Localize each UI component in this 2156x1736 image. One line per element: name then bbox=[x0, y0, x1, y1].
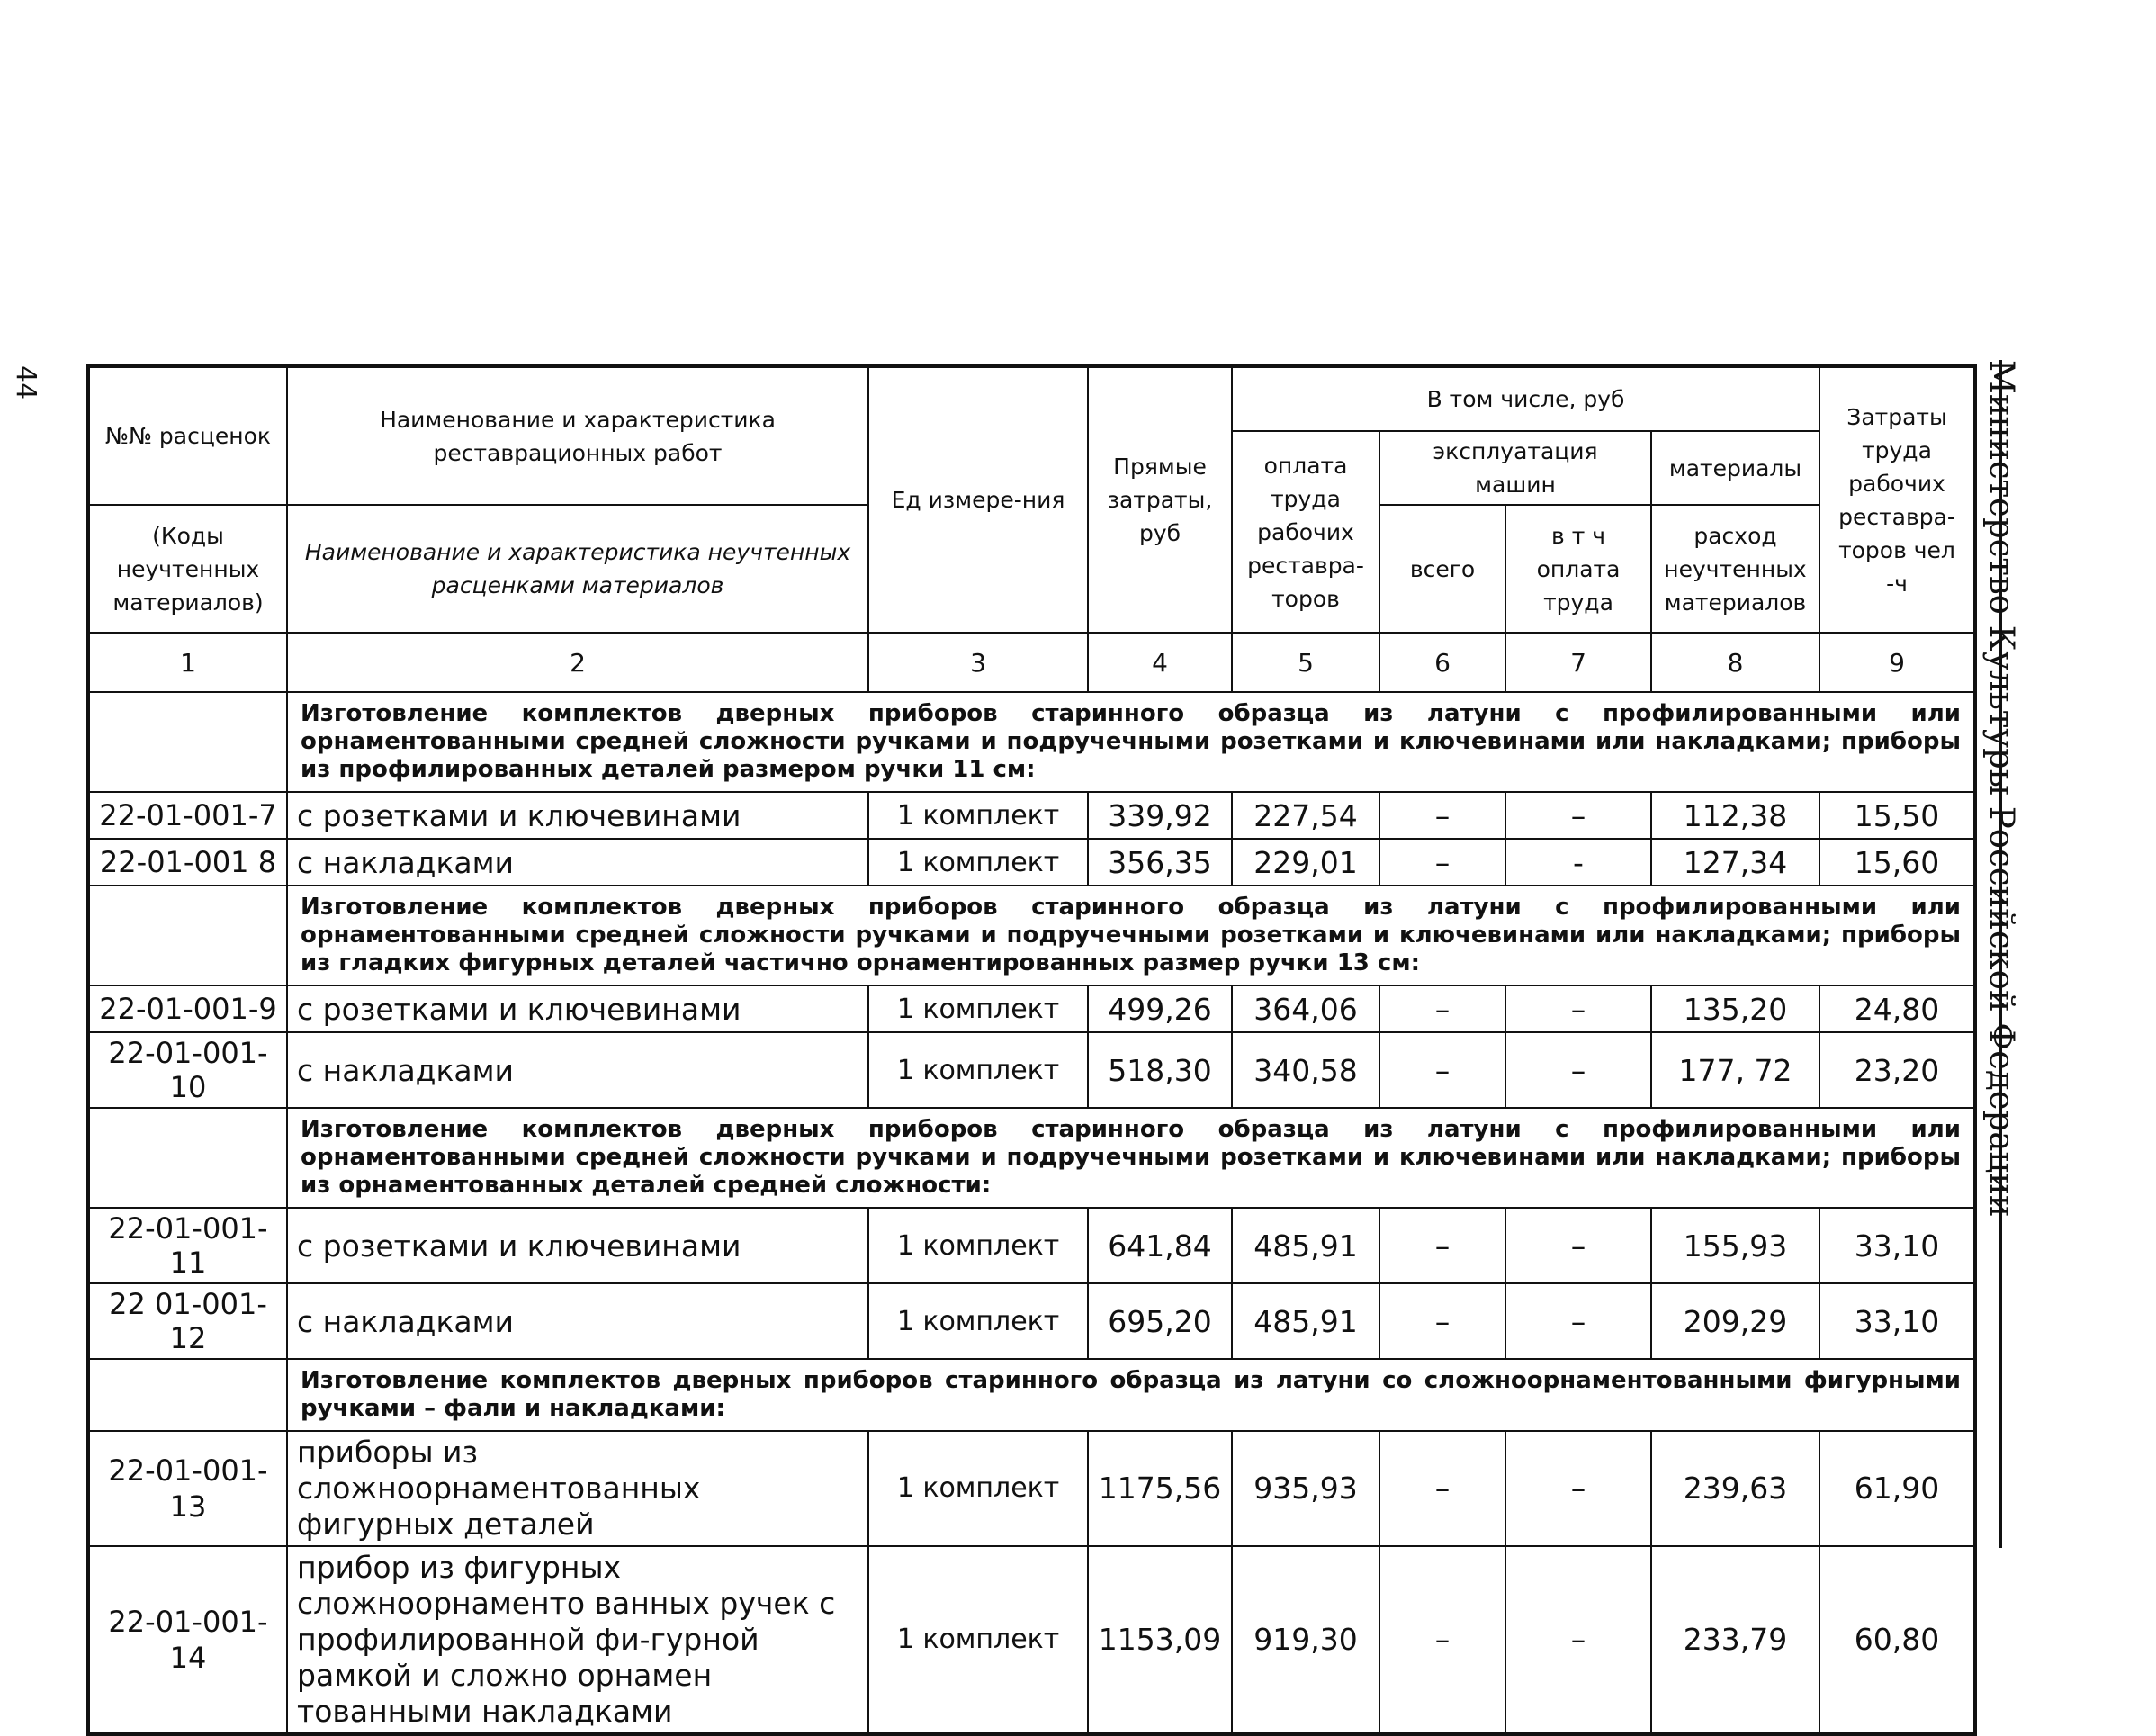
machines-labor: – bbox=[1505, 792, 1651, 839]
machines-total: – bbox=[1379, 1431, 1505, 1546]
column-number: 4 bbox=[1088, 633, 1232, 692]
price-code: 22-01-001-10 bbox=[88, 1032, 287, 1108]
header-materials: материалы bbox=[1651, 431, 1819, 505]
labor-hours: 33,10 bbox=[1819, 1208, 1975, 1283]
materials-cost: 112,38 bbox=[1651, 792, 1819, 839]
price-code: 22-01-001-11 bbox=[88, 1208, 287, 1283]
materials-cost: 155,93 bbox=[1651, 1208, 1819, 1283]
column-number: 3 bbox=[868, 633, 1088, 692]
machines-labor: – bbox=[1505, 1546, 1651, 1734]
group-title-row bbox=[88, 1359, 1975, 1431]
side-caption-text: Министерство Культуры Российской Федерации bbox=[1982, 360, 2021, 1218]
unit: 1 комплект bbox=[868, 985, 1088, 1032]
materials-cost: 233,79 bbox=[1651, 1546, 1819, 1734]
table-row bbox=[88, 985, 1975, 1032]
labor-hours: 61,90 bbox=[1819, 1431, 1975, 1546]
column-number: 9 bbox=[1819, 633, 1975, 692]
machines-labor: – bbox=[1505, 1208, 1651, 1283]
table-row bbox=[88, 1283, 1975, 1359]
direct-costs: 1175,56 bbox=[1088, 1431, 1232, 1546]
unit: 1 комплект bbox=[868, 1546, 1088, 1734]
machines-total: – bbox=[1379, 1283, 1505, 1359]
labor-pay: 364,06 bbox=[1232, 985, 1379, 1032]
header-direct-costs: Прямые затраты, руб bbox=[1088, 366, 1232, 633]
labor-pay: 485,91 bbox=[1232, 1283, 1379, 1359]
header-col1-bottom: (Коды неучтенных материалов) bbox=[88, 505, 287, 633]
direct-costs: 641,84 bbox=[1088, 1208, 1232, 1283]
machines-labor: – bbox=[1505, 1431, 1651, 1546]
price-code: 22 01-001-12 bbox=[88, 1283, 287, 1359]
column-number: 6 bbox=[1379, 633, 1505, 692]
table-row bbox=[88, 839, 1975, 886]
labor-hours: 23,20 bbox=[1819, 1032, 1975, 1108]
direct-costs: 695,20 bbox=[1088, 1283, 1232, 1359]
table-row bbox=[88, 1546, 1975, 1734]
labor-hours: 24,80 bbox=[1819, 985, 1975, 1032]
machines-total: – bbox=[1379, 1032, 1505, 1108]
group-title-row bbox=[88, 886, 1975, 985]
labor-hours: 33,10 bbox=[1819, 1283, 1975, 1359]
unit: 1 комплект bbox=[868, 792, 1088, 839]
work-name: с розетками и ключевинами bbox=[287, 985, 868, 1032]
labor-pay: 340,58 bbox=[1232, 1032, 1379, 1108]
group-title-row bbox=[88, 692, 1975, 792]
machines-labor: – bbox=[1505, 1032, 1651, 1108]
labor-hours: 60,80 bbox=[1819, 1546, 1975, 1734]
group-code-empty bbox=[88, 886, 287, 985]
side-caption bbox=[1982, 360, 2028, 1218]
labor-hours: 15,60 bbox=[1819, 839, 1975, 886]
header-labor-hours: Затраты труда рабочих реставра-торов чел -ч bbox=[1819, 366, 1975, 633]
machines-total: – bbox=[1379, 1546, 1505, 1734]
unit: 1 комплект bbox=[868, 1283, 1088, 1359]
group-title: Изготовление комплектов дверных приборов старинного образца из латуни со сложноорнаментованными фигурными ручками – фали и накладками: bbox=[287, 1359, 1975, 1431]
page-number: 44 bbox=[10, 365, 41, 400]
price-code: 22-01-001-9 bbox=[88, 985, 287, 1032]
header-machines-labor: в т ч оплата труда bbox=[1505, 505, 1651, 633]
header-machines-total: всего bbox=[1379, 505, 1505, 633]
column-number: 2 bbox=[287, 633, 868, 692]
column-number: 5 bbox=[1232, 633, 1379, 692]
group-title: Изготовление комплектов дверных приборов старинного образца из латуни с профилированными или орнаментованными средней сложности ручками и подручечными розетками и ключевинами или накладками; приборы из орнаментованных деталей средней сложности: bbox=[287, 1108, 1975, 1208]
direct-costs: 339,92 bbox=[1088, 792, 1232, 839]
header-col2-top: Наименование и характеристика реставрационных работ bbox=[287, 366, 868, 505]
machines-total: – bbox=[1379, 792, 1505, 839]
materials-cost: 135,20 bbox=[1651, 985, 1819, 1032]
labor-pay: 229,01 bbox=[1232, 839, 1379, 886]
work-name: с розетками и ключевинами bbox=[287, 792, 868, 839]
materials-cost: 239,63 bbox=[1651, 1431, 1819, 1546]
unit: 1 комплект bbox=[868, 1032, 1088, 1108]
work-name: с накладками bbox=[287, 1283, 868, 1359]
column-number: 1 bbox=[88, 633, 287, 692]
work-name: с розетками и ключевинами bbox=[287, 1208, 868, 1283]
header-labor-pay: оплата труда рабочих реставра-торов bbox=[1232, 431, 1379, 633]
materials-cost: 209,29 bbox=[1651, 1283, 1819, 1359]
machines-total: – bbox=[1379, 839, 1505, 886]
labor-pay: 935,93 bbox=[1232, 1431, 1379, 1546]
group-title: Изготовление комплектов дверных приборов старинного образца из латуни с профилированными или орнаментованными средней сложности ручками и подручечными розетками и ключевинами или накладками; приборы из гладких фигурных деталей частично орнаментированных размер ручки 13 см: bbox=[287, 886, 1975, 985]
header-including: В том числе, руб bbox=[1232, 366, 1819, 431]
direct-costs: 1153,09 bbox=[1088, 1546, 1232, 1734]
price-code: 22-01-001-13 bbox=[88, 1431, 287, 1546]
work-name: с накладками bbox=[287, 839, 868, 886]
labor-pay: 919,30 bbox=[1232, 1546, 1379, 1734]
materials-cost: 177, 72 bbox=[1651, 1032, 1819, 1108]
table-row bbox=[88, 1431, 1975, 1546]
group-code-empty bbox=[88, 692, 287, 792]
direct-costs: 356,35 bbox=[1088, 839, 1232, 886]
header-unit: Ед измере-ния bbox=[868, 366, 1088, 633]
direct-costs: 499,26 bbox=[1088, 985, 1232, 1032]
machines-labor: - bbox=[1505, 839, 1651, 886]
materials-cost: 127,34 bbox=[1651, 839, 1819, 886]
unit: 1 комплект bbox=[868, 1431, 1088, 1546]
work-name: прибор из фигурных сложноорнаменто ванных ручек с профилированной фи-гурной рамкой и сложно орнамен тованными накладками bbox=[287, 1546, 868, 1734]
machines-total: – bbox=[1379, 1208, 1505, 1283]
header-col1-top: №№ расценок bbox=[88, 366, 287, 505]
work-name: приборы из сложноорнаментованных фигурных деталей bbox=[287, 1431, 868, 1546]
table-row bbox=[88, 1032, 1975, 1108]
price-code: 22-01-001-7 bbox=[88, 792, 287, 839]
header-machines: эксплуатация машин bbox=[1379, 431, 1651, 505]
group-title: Изготовление комплектов дверных приборов старинного образца из латуни с профилированными или орнаментованными средней сложности ручками и подручечными розетками и ключевинами или накладками; приборы из профилированных деталей размером ручки 11 см: bbox=[287, 692, 1975, 792]
group-code-empty bbox=[88, 1359, 287, 1431]
header-unaccounted-materials: расход неучтенных материалов bbox=[1651, 505, 1819, 633]
direct-costs: 518,30 bbox=[1088, 1032, 1232, 1108]
labor-hours: 15,50 bbox=[1819, 792, 1975, 839]
labor-pay: 227,54 bbox=[1232, 792, 1379, 839]
column-number: 8 bbox=[1651, 633, 1819, 692]
group-title-row bbox=[88, 1108, 1975, 1208]
unit: 1 комплект bbox=[868, 1208, 1088, 1283]
price-table bbox=[86, 364, 1977, 1736]
labor-pay: 485,91 bbox=[1232, 1208, 1379, 1283]
group-code-empty bbox=[88, 1108, 287, 1208]
column-numbers-row bbox=[88, 633, 1975, 692]
table-row bbox=[88, 1208, 1975, 1283]
price-code: 22-01-001 8 bbox=[88, 839, 287, 886]
unit: 1 комплект bbox=[868, 839, 1088, 886]
machines-labor: – bbox=[1505, 1283, 1651, 1359]
table-row bbox=[88, 792, 1975, 839]
header-col2-bottom: Наименование и характеристика неучтенных расценками материалов bbox=[287, 505, 868, 633]
column-number: 7 bbox=[1505, 633, 1651, 692]
price-code: 22-01-001-14 bbox=[88, 1546, 287, 1734]
work-name: с накладками bbox=[287, 1032, 868, 1108]
machines-total: – bbox=[1379, 985, 1505, 1032]
machines-labor: – bbox=[1505, 985, 1651, 1032]
